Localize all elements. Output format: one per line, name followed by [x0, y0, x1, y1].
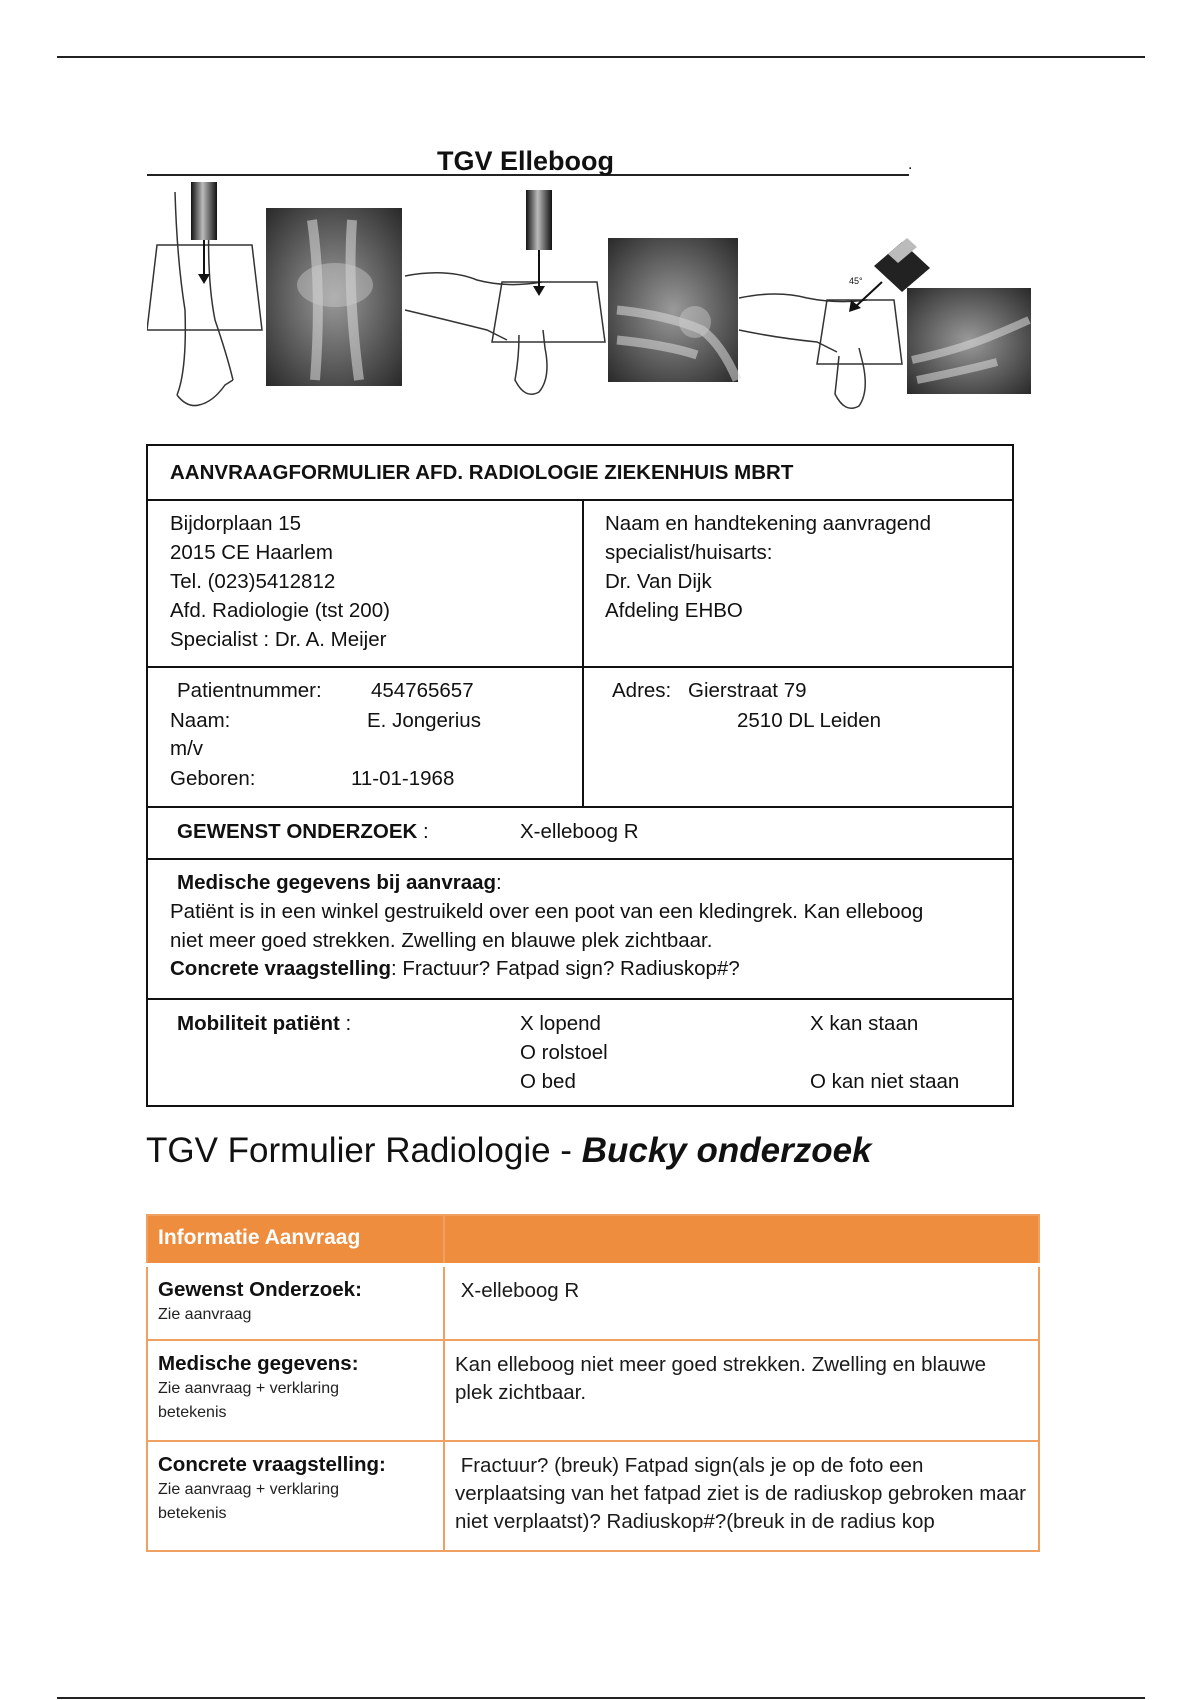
patient-born-label: Geboren: [170, 767, 256, 790]
patient-sex: m/v [170, 737, 204, 760]
mobility-colon: : [339, 1012, 352, 1035]
hospital-phone-line: Tel. (023)5412812 [170, 570, 336, 593]
column-divider [582, 501, 584, 666]
medical-text-line1: Patiënt is in een winkel gestruikeld over een poot van een kledingrek. Kan elleboog [170, 900, 924, 923]
form-mobility-row [148, 1000, 1012, 1105]
row-value: Fractuur? (breuk) Fatpad sign(als je op de foto een verplaatsing van het fatpad ziet is de radiuskop gebroken maar niet verplaatst)? Radiuskop#?(breuk in de radius kop [444, 1441, 1039, 1551]
document-title: TGV Elleboog [437, 146, 615, 176]
angle-label: 45° [849, 276, 863, 286]
hospital-specialist-line: Specialist : Dr. A. Meijer [170, 628, 387, 651]
row-label: Concrete vraagstelling: [158, 1453, 386, 1476]
info-table-header-row [147, 1215, 1039, 1265]
patient-number-value: 454765657 [371, 679, 474, 702]
mobility-option-bed: O bed [520, 1070, 576, 1093]
section-title [146, 1131, 872, 1171]
patient-born-value: 11-01-1968 [351, 767, 455, 790]
address-city: 2510 DL Leiden [737, 709, 882, 732]
row-hint-continued: betekenis [158, 1404, 227, 1421]
table-row [147, 1340, 1039, 1441]
row-value: X-elleboog R [444, 1265, 1039, 1340]
patient-number-label: Patientnummer: [177, 679, 322, 702]
medical-colon: : [496, 871, 502, 894]
hospital-address-line: Bijdorplaan 15 [170, 512, 302, 535]
elbow-projection-illustrations [147, 180, 1033, 416]
requester-label-line2: specialist/huisarts: [605, 541, 773, 564]
exam-colon: : [417, 820, 429, 843]
info-request-table [146, 1214, 1040, 1552]
mobility-option-wheelchair: O rolstoel [520, 1041, 608, 1064]
table-row [147, 1265, 1039, 1340]
top-rule [57, 56, 1145, 58]
request-form [146, 444, 1014, 1107]
section-title-plain: TGV Formulier Radiologie - [146, 1131, 582, 1170]
row-label: Gewenst Onderzoek: [158, 1278, 362, 1301]
patient-name-label: Naam: [170, 709, 231, 732]
row-hint: Zie aanvraag + verklaring [158, 1380, 339, 1397]
section-title-emphasis: Bucky onderzoek [581, 1131, 872, 1170]
xray-tube-3 [874, 238, 930, 292]
form-medical-row [148, 860, 1012, 1000]
row-value: Kan elleboog niet meer goed strekken. Zwelling en blauwe plek zichtbaar. [444, 1340, 1039, 1441]
form-header-row [148, 446, 1012, 501]
row-hint: Zie aanvraag + verklaring [158, 1481, 339, 1498]
address-label: Adres: [612, 679, 672, 702]
info-table-header: Informatie Aanvraag [147, 1215, 444, 1265]
xray-tube-1 [191, 182, 217, 240]
hospital-department-line: Afd. Radiologie (tst 200) [170, 599, 390, 622]
title-trailing-dot: . [908, 156, 913, 173]
form-header: AANVRAAGFORMULIER AFD. RADIOLOGIE ZIEKENHUIS MBRT [170, 461, 794, 484]
mobility-option-walking: X lopend [520, 1012, 601, 1035]
exam-value: X-elleboog R [520, 820, 639, 843]
patient-name-value: E. Jongerius [367, 709, 481, 732]
mobility-option-cannot-stand: O kan niet staan [810, 1070, 960, 1093]
row-hint: Zie aanvraag [158, 1306, 252, 1323]
info-table-header-empty [444, 1215, 1039, 1265]
medical-label: Medische gegevens bij aanvraag [177, 871, 497, 894]
column-divider [582, 668, 584, 806]
form-exam-row [148, 808, 1012, 860]
medical-text-line2: niet meer goed strekken. Zwelling en blauwe plek zichtbaar. [170, 929, 713, 952]
row-label: Medische gegevens: [158, 1352, 359, 1375]
exam-label: GEWENST ONDERZOEK [177, 820, 418, 843]
question-text: : Fractuur? Fatpad sign? Radiuskop#? [391, 957, 740, 980]
xray-tube-2 [526, 190, 552, 250]
question-label: Concrete vraagstelling [170, 957, 392, 980]
requester-name: Dr. Van Dijk [605, 570, 712, 593]
form-contact-row [148, 501, 1012, 668]
hospital-postcode-line: 2015 CE Haarlem [170, 541, 333, 564]
requester-label-line1: Naam en handtekening aanvragend [605, 512, 931, 535]
row-hint-continued: betekenis [158, 1505, 227, 1522]
mobility-label: Mobiliteit patiënt [177, 1012, 340, 1035]
bottom-rule [57, 1697, 1145, 1699]
mobility-option-can-stand: X kan staan [810, 1012, 919, 1035]
address-street: Gierstraat 79 [688, 679, 807, 702]
lateral-projection-drawing [405, 273, 605, 394]
oblique-projection-drawing [739, 294, 902, 408]
form-patient-row [148, 668, 1012, 808]
table-row [147, 1441, 1039, 1551]
requester-department: Afdeling EHBO [605, 599, 743, 622]
